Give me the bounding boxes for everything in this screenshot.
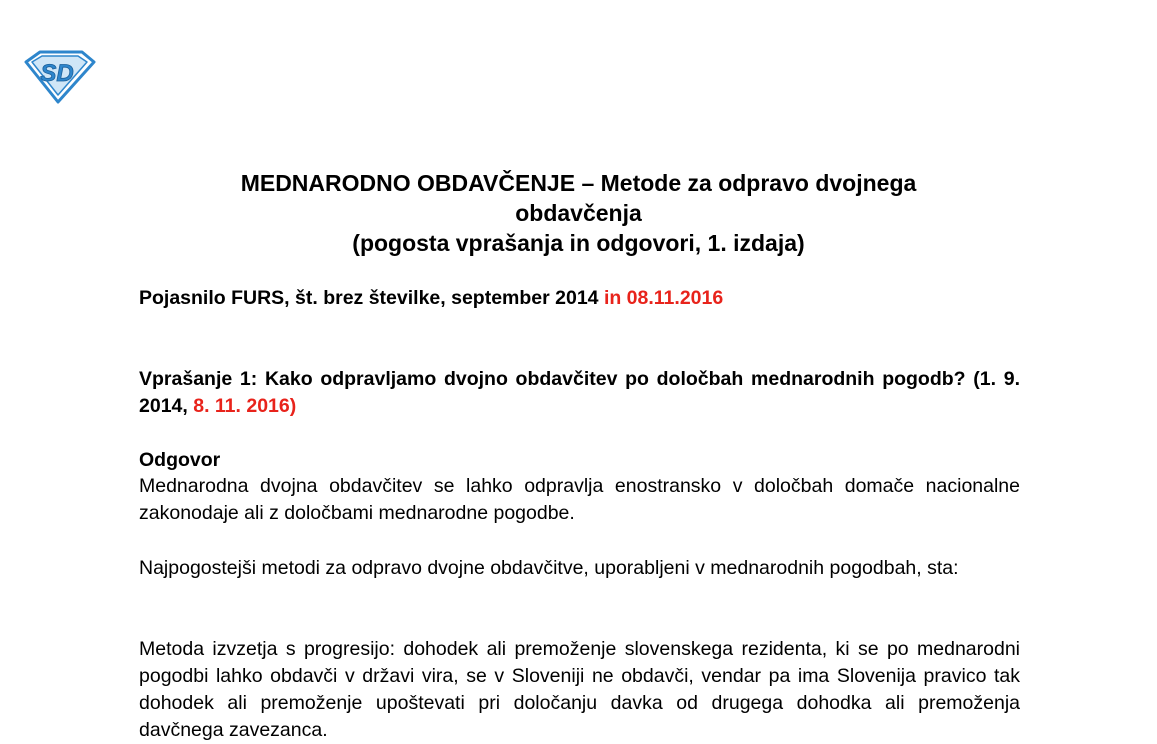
- question-date-highlight: 8. 11. 2016): [193, 395, 297, 417]
- source-date-highlight: in 08.11.2016: [603, 287, 724, 309]
- source-line: [139, 285, 1020, 312]
- question-text: Vprašanje 1: Kako odpravljamo dvojno obdavčitev po določbah mednarodnih pogodb? (1. 9. 2014,: [139, 368, 1020, 417]
- answer-paragraph-3: Metoda izvzetja s progresijo: dohodek ali premoženje slovenskega rezidenta, ki se po mednarodni pogodbi lahko obdavči v državi vira, se v Sloveniji ne obdavči, vendar pa ima Slovenija pravico tak dohodek ali premoženje upoštevati pri določanju davka od drugega dohodka ali premoženja davčnega zavezanca.: [139, 638, 1020, 741]
- answer-paragraph-2: Najpogostejši metodi za odpravo dvojne obdavčitve, uporabljeni v mednarodnih pogodbah, sta:: [139, 557, 959, 579]
- logo-text: SD: [40, 60, 74, 87]
- source-text: Pojasnilo FURS, št. brez številke, september 2014: [139, 287, 604, 309]
- title-line-3: (pogosta vprašanja in odgovori, 1. izdaja): [352, 230, 805, 256]
- answer-heading: Odgovor: [139, 449, 221, 471]
- title-line-2: obdavčenja: [515, 200, 642, 226]
- question-heading: [139, 366, 1020, 420]
- furs-logo: [22, 48, 96, 104]
- document-title: [0, 168, 1157, 258]
- furs-shield-logo-icon: [22, 48, 96, 104]
- answer-paragraph-1: Mednarodna dvojna obdavčitev se lahko odpravlja enostransko v določbah domače nacionalne zakonodaje ali z določbami mednarodne pogodbe.: [139, 475, 1020, 524]
- title-line-1: MEDNARODNO OBDAVČENJE – Metode za odpravo dvojnega: [240, 170, 917, 196]
